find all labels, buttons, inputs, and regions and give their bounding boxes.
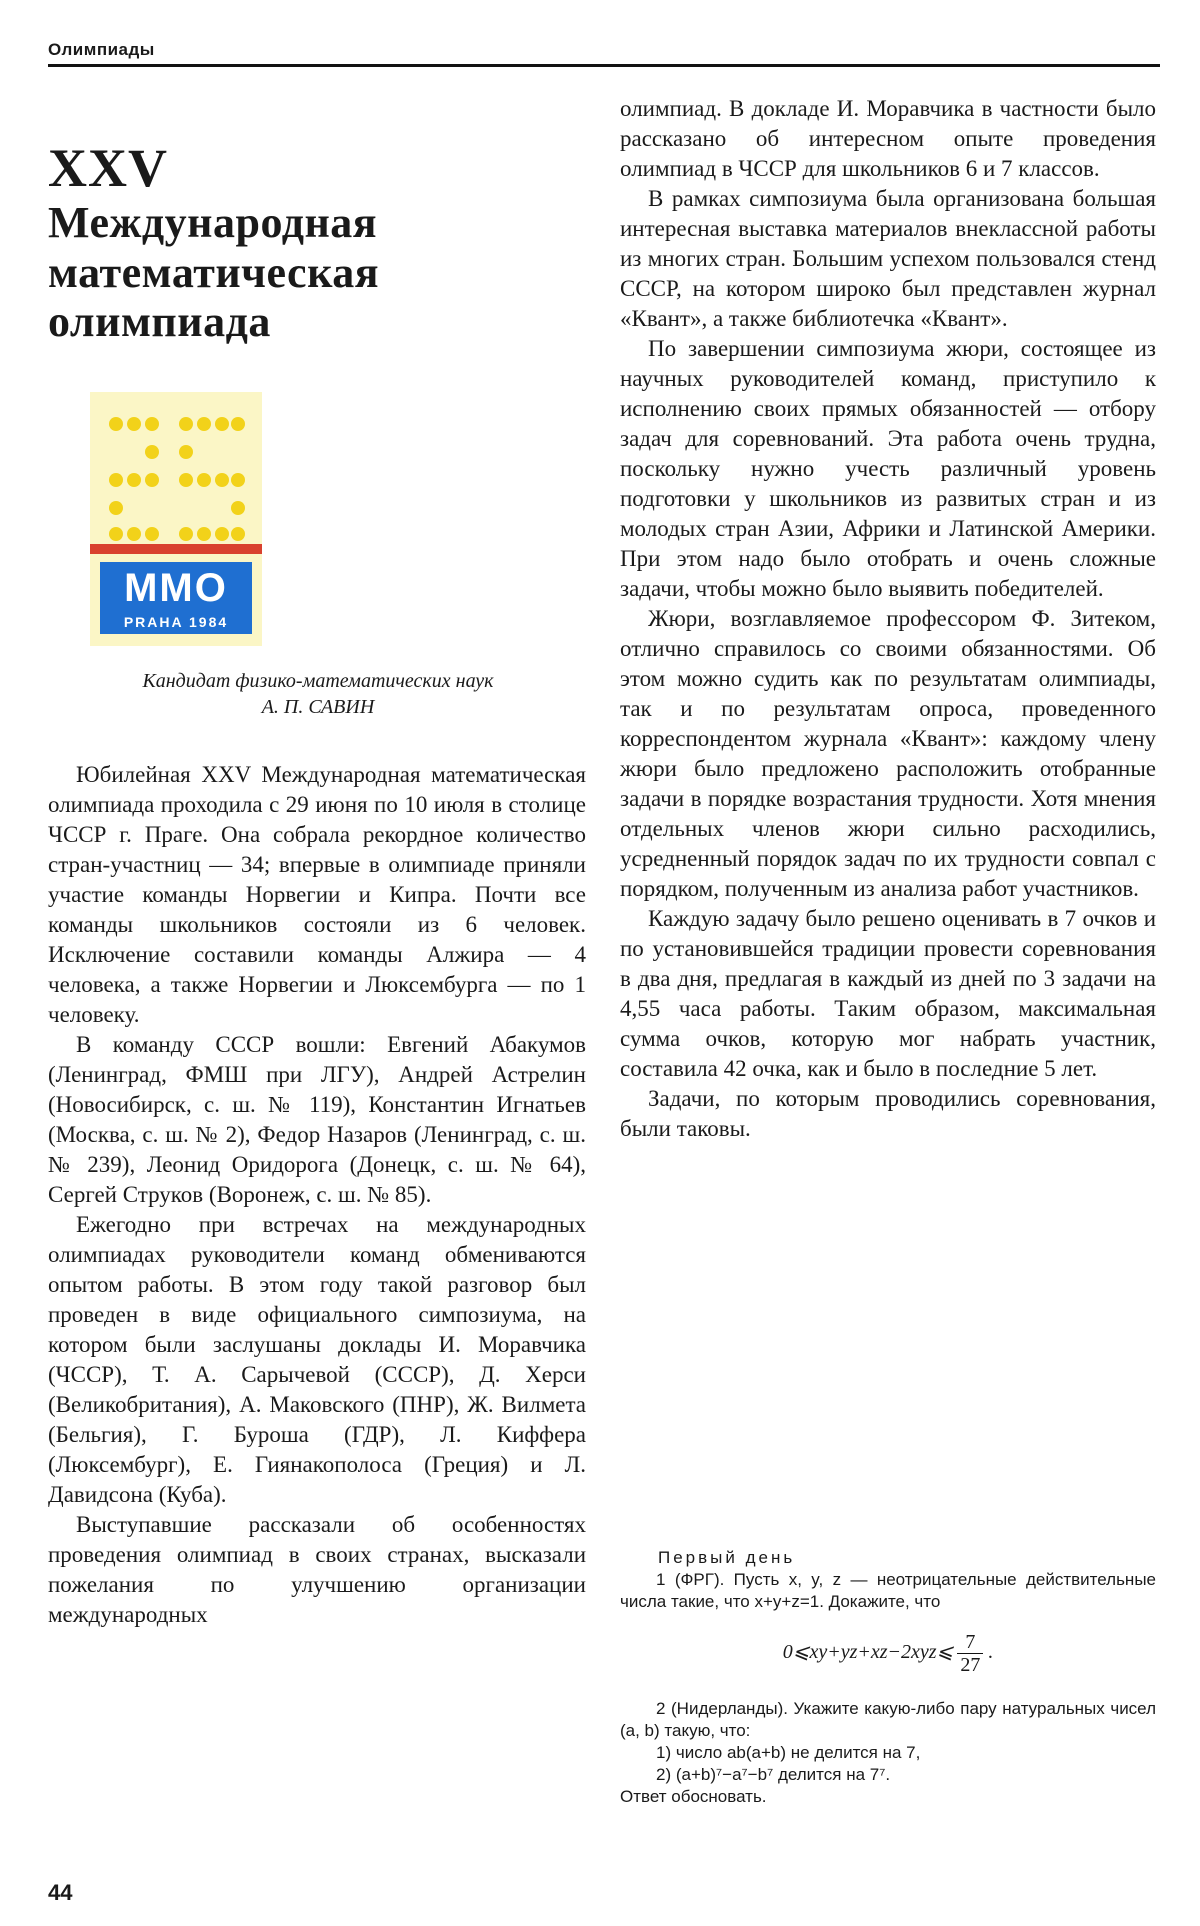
emblem-dots-icon (106, 414, 246, 542)
paragraph: Задачи, по которым проводились соревнования, были таковы. (620, 1086, 1156, 1141)
header-rule (48, 64, 1160, 67)
formula-fraction (957, 1631, 983, 1676)
problems-section (620, 1547, 1156, 1808)
emblem-stripe (90, 544, 262, 554)
problem-2-item-2: 2) (a+b)⁷−a⁷−b⁷ делится на 7⁷. (656, 1765, 891, 1784)
paragraph: В команду СССР вошли: Евгений Абакумов (Ленинград, ФМШ при ЛГУ), Андрей Астрелин (Новосибирск, с. ш. № 119), Константин Игнатьев (Москва, с. ш. № 2), Федор Назаров (Ленинград, с. ш. № 239), Леонид Оридорога (Донецк, с. ш. № 64), Сергей Струков (Воронеж, с. ш. № 85). (48, 1032, 586, 1207)
paragraph: Жюри, возглавляемое профессором Ф. Зитеком, отлично справилось со своими обязанностями. Об этом можно судить как по результатам олимпиады, так и по результатам опроса, проведенного корреспондентом журнала «Квант»: каждому члену жюри было предложено расположить отобранные задачи в порядке возрастания трудности. Хотя мнения отдельных членов жюри сильно расходились, усредненный порядок задач по их трудности совпал с порядком, полученным из анализа работ участников. (620, 606, 1156, 901)
title-number: XXV (48, 138, 168, 198)
day-label: Первый день (658, 1548, 796, 1567)
paragraph: По завершении симпозиума жюри, состоящее из научных руководителей команд, приступило к исполнению своих прямых обязанностей — отбору задач для соревнований. Эта работа очень трудна, поскольку нужно учесть различный уровень подготовки у школьников из развитых стран и из молодых стран Азии, Африки и Латинской Америки. При этом надо было отобрать и очень сложные задачи, чтобы можно было выявить победителей. (620, 336, 1156, 601)
paragraph: олимпиад. В докладе И. Моравчика в частности было рассказано об интересном опыте проведения олимпиад в ЧССР для школьников 6 и 7 классов. (620, 96, 1156, 181)
fraction-denominator: 27 (960, 1654, 981, 1676)
problem-1-formula: 0⩽xy+yz+xz−2xyz⩽ $\frac{7}{27}$ . (782, 1631, 994, 1676)
problem-2-item-1: 1) число ab(a+b) не делится на 7, (656, 1743, 921, 1762)
problem-2-answer: Ответ обосновать. (620, 1787, 767, 1806)
imo-emblem (90, 392, 262, 646)
author-degree: Кандидат физико-математических наук (142, 670, 494, 692)
title-line-1: Международная (48, 198, 378, 248)
paragraph: В рамках симпозиума была организована большая интересная выставка материалов внеклассной работы из многих стран. Большим успехом пользовался стенд СССР, на котором широко был представлен журнал «Квант», а также библиотечка «Квант». (620, 186, 1156, 331)
problem-1: 1 (ФРГ). Пусть x, y, z — неотрицательные действительные числа такие, что x+y+z=1. Докажите, что (620, 1570, 1156, 1611)
paragraph: Юбилейная XXV Международная математическая олимпиада проходила с 29 июня по 10 июля в столице ЧССР г. Праге. Она собрала рекордное количество стран-участниц — 34; впервые в олимпиаде приняли участие команды Норвегии и Кипра. Почти все команды школьников состояли из 6 человек. Исключение составили команды Алжира — 4 человека, а также Норвегии и Люксембурга — по 1 человеку. (48, 762, 586, 1027)
title-line-2: математическая (48, 247, 380, 297)
emblem-caption: PRAHA 1984 (123, 614, 229, 630)
author-name: А. П. САВИН (261, 696, 375, 718)
emblem-logo-text: MMO (124, 566, 228, 610)
author-block (48, 668, 588, 720)
fraction-numerator: 7 (957, 1631, 983, 1654)
paragraph: Выступавшие рассказали об особенностях проведения олимпиад в своих странах, высказали пожелания по улучшению организации международных (48, 1512, 586, 1627)
running-head: Олимпиады (48, 40, 155, 59)
left-column (48, 760, 586, 1630)
paragraph: Каждую задачу было решено оценивать в 7 очков и по установившейся традиции провести соревнования в два дня, предлагая в каждый из дней по 3 задачи на 4,55 часа работы. Таким образом, максимальная сумма очков, которую мог набрать участник, составила 42 очка, как и было в последние 5 лет. (620, 906, 1156, 1081)
problem-2: 2 (Нидерланды). Укажите какую-либо пару натуральных чисел (a, b) такую, что: (620, 1699, 1156, 1740)
title-line-3: олимпиада (48, 297, 271, 346)
right-column (620, 94, 1156, 1144)
article-title (48, 138, 588, 346)
formula-inequality: 0⩽xy+yz+xz−2xyz⩽ (782, 1641, 954, 1664)
paragraph: Ежегодно при встречах на международных олимпиадах руководители команд обмениваются опытом работы. В этом году такой разговор был проведен в виде официального симпозиума, на котором были заслушаны доклады И. Моравчика (ЧССР), Т. А. Сарычевой (СССР), Д. Херси (Великобритания), А. Маковского (ПНР), Ж. Вилмета (Бельгия), Г. Буроша (ГДР), Л. Киффера (Люксембург), Е. Гиянакополоса (Греция) и Л. Давидсона (Куба). (48, 1212, 586, 1507)
page-number: 44 (48, 1880, 73, 1905)
